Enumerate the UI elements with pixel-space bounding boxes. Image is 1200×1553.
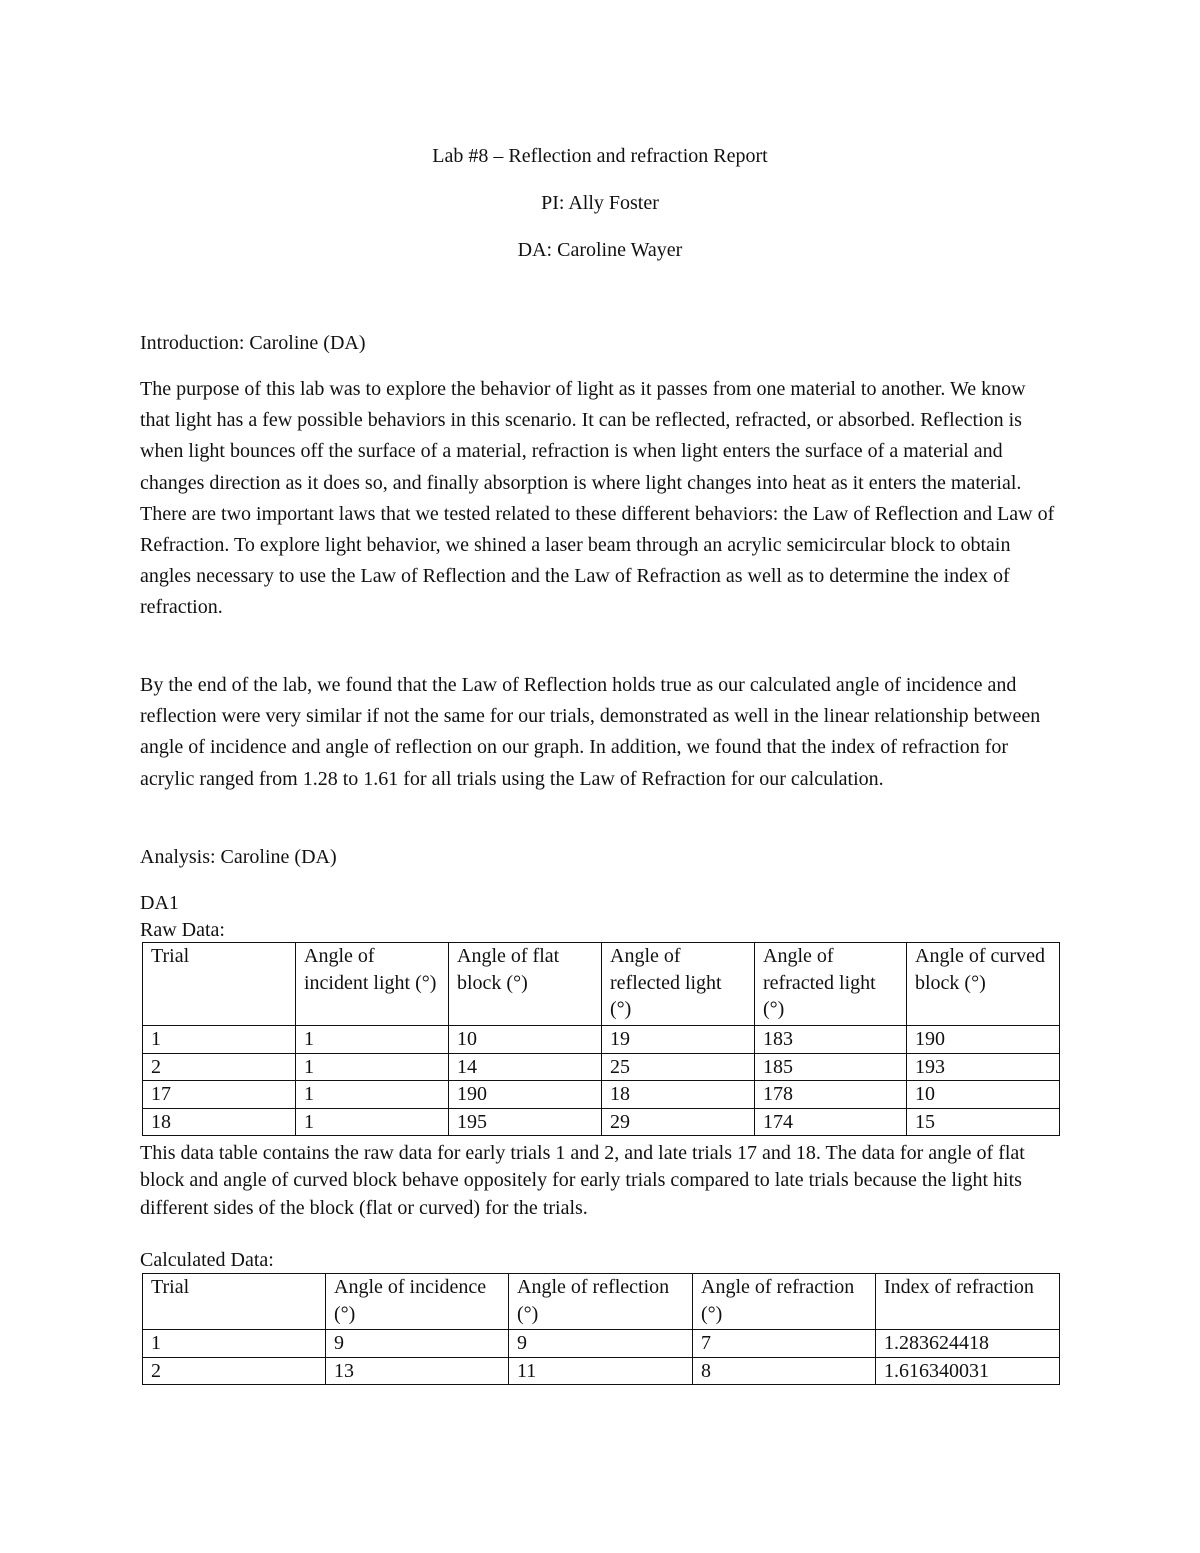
table-cell: 1.283624418: [876, 1330, 1060, 1358]
table-cell: 193: [907, 1053, 1060, 1081]
table-cell: 9: [509, 1330, 693, 1358]
table-header-row: [143, 943, 1060, 1026]
raw-data-caption: This data table contains the raw data for early trials 1 and 2, and late trials 17 and 18. The data for angle of flat block and angle of curved block behave oppositely for early trials compared to late trials because the light hits different sides of the block (flat or curved) for the trials.: [140, 1142, 1025, 1219]
table-cell: 10: [449, 1026, 602, 1054]
table-cell: 15: [907, 1108, 1060, 1136]
table-row: [143, 1108, 1060, 1136]
da-line: DA: Caroline Wayer: [517, 239, 683, 261]
table-cell: 178: [755, 1081, 907, 1109]
table-header-cell: Trial: [143, 1274, 326, 1330]
table-cell: 1: [296, 1053, 449, 1081]
table-header-row: [143, 1274, 1060, 1330]
pi-line: PI: Ally Foster: [541, 192, 659, 214]
table-cell: 185: [755, 1053, 907, 1081]
da1-label: DA1: [140, 892, 179, 914]
table-cell: 25: [602, 1053, 755, 1081]
introduction-paragraph-1: The purpose of this lab was to explore the behavior of light as it passes from one material to another. We know that light has a few possible behaviors in this scenario. It can be reflected, refracted, or absorbed. Reflection is when light bounces off the surface of a material, refraction is when light enters the surface of a material and changes direction as it does so, and finally absorption is where light changes into heat as it enters the material. There are two important laws that we tested related to these different behaviors: the Law of Reflection and Law of Refraction. To explore light behavior, we shined a laser beam through an acrylic semicircular block to obtain angles necessary to use the Law of Reflection and the Law of Refraction as well as to determine the index of refraction.: [140, 378, 1055, 619]
table-row: [143, 1026, 1060, 1054]
table-cell: 2: [143, 1053, 296, 1081]
table-header-cell: Angle of curved block (°): [907, 943, 1060, 1026]
table-cell: 11: [509, 1357, 693, 1385]
table-header-cell: Angle of flat block (°): [449, 943, 602, 1026]
introduction-paragraph-2: By the end of the lab, we found that the Law of Reflection holds true as our calculated angle of incidence and reflection were very similar if not the same for our trials, demonstrated as well in the linear relationship between angle of incidence and angle of reflection on our graph. In addition, we found that the index of refraction for acrylic ranged from 1.28 to 1.61 for all trials using the Law of Refraction for our calculation.: [140, 674, 1041, 790]
table-row: [143, 1053, 1060, 1081]
table-cell: 8: [693, 1357, 876, 1385]
table-cell: 1: [296, 1081, 449, 1109]
table-header-cell: Angle of refraction (°): [693, 1274, 876, 1330]
table-header-cell: Angle of incident light (°): [296, 943, 449, 1026]
table-cell: 9: [326, 1330, 509, 1358]
table-cell: 7: [693, 1330, 876, 1358]
table-row: [143, 1357, 1060, 1385]
table-cell: 190: [907, 1026, 1060, 1054]
table-cell: 17: [143, 1081, 296, 1109]
table-cell: 18: [602, 1081, 755, 1109]
analysis-heading: Analysis: Caroline (DA): [140, 846, 337, 868]
table-header-cell: Index of refraction: [876, 1274, 1060, 1330]
calculated-data-table: [142, 1273, 1060, 1385]
calculated-data-label: Calculated Data:: [140, 1249, 274, 1271]
table-cell: 195: [449, 1108, 602, 1136]
table-cell: 1: [143, 1026, 296, 1054]
table-cell: 174: [755, 1108, 907, 1136]
table-cell: 19: [602, 1026, 755, 1054]
table-cell: 14: [449, 1053, 602, 1081]
table-header-cell: Trial: [143, 943, 296, 1026]
raw-data-table: [142, 942, 1060, 1136]
table-cell: 183: [755, 1026, 907, 1054]
raw-data-label: Raw Data:: [140, 919, 225, 941]
table-row: [143, 1330, 1060, 1358]
table-cell: 190: [449, 1081, 602, 1109]
table-cell: 29: [602, 1108, 755, 1136]
introduction-heading: Introduction: Caroline (DA): [140, 332, 366, 354]
table-cell: 1: [296, 1108, 449, 1136]
table-cell: 1.616340031: [876, 1357, 1060, 1385]
table-cell: 2: [143, 1357, 326, 1385]
table-row: [143, 1081, 1060, 1109]
table-cell: 1: [143, 1330, 326, 1358]
report-title: Lab #8 – Reflection and refraction Report: [432, 145, 768, 167]
table-header-cell: Angle of incidence (°): [326, 1274, 509, 1330]
table-cell: 10: [907, 1081, 1060, 1109]
table-header-cell: Angle of reflected light (°): [602, 943, 755, 1026]
table-cell: 18: [143, 1108, 296, 1136]
table-header-cell: Angle of refracted light (°): [755, 943, 907, 1026]
table-cell: 13: [326, 1357, 509, 1385]
table-header-cell: Angle of reflection (°): [509, 1274, 693, 1330]
table-cell: 1: [296, 1026, 449, 1054]
